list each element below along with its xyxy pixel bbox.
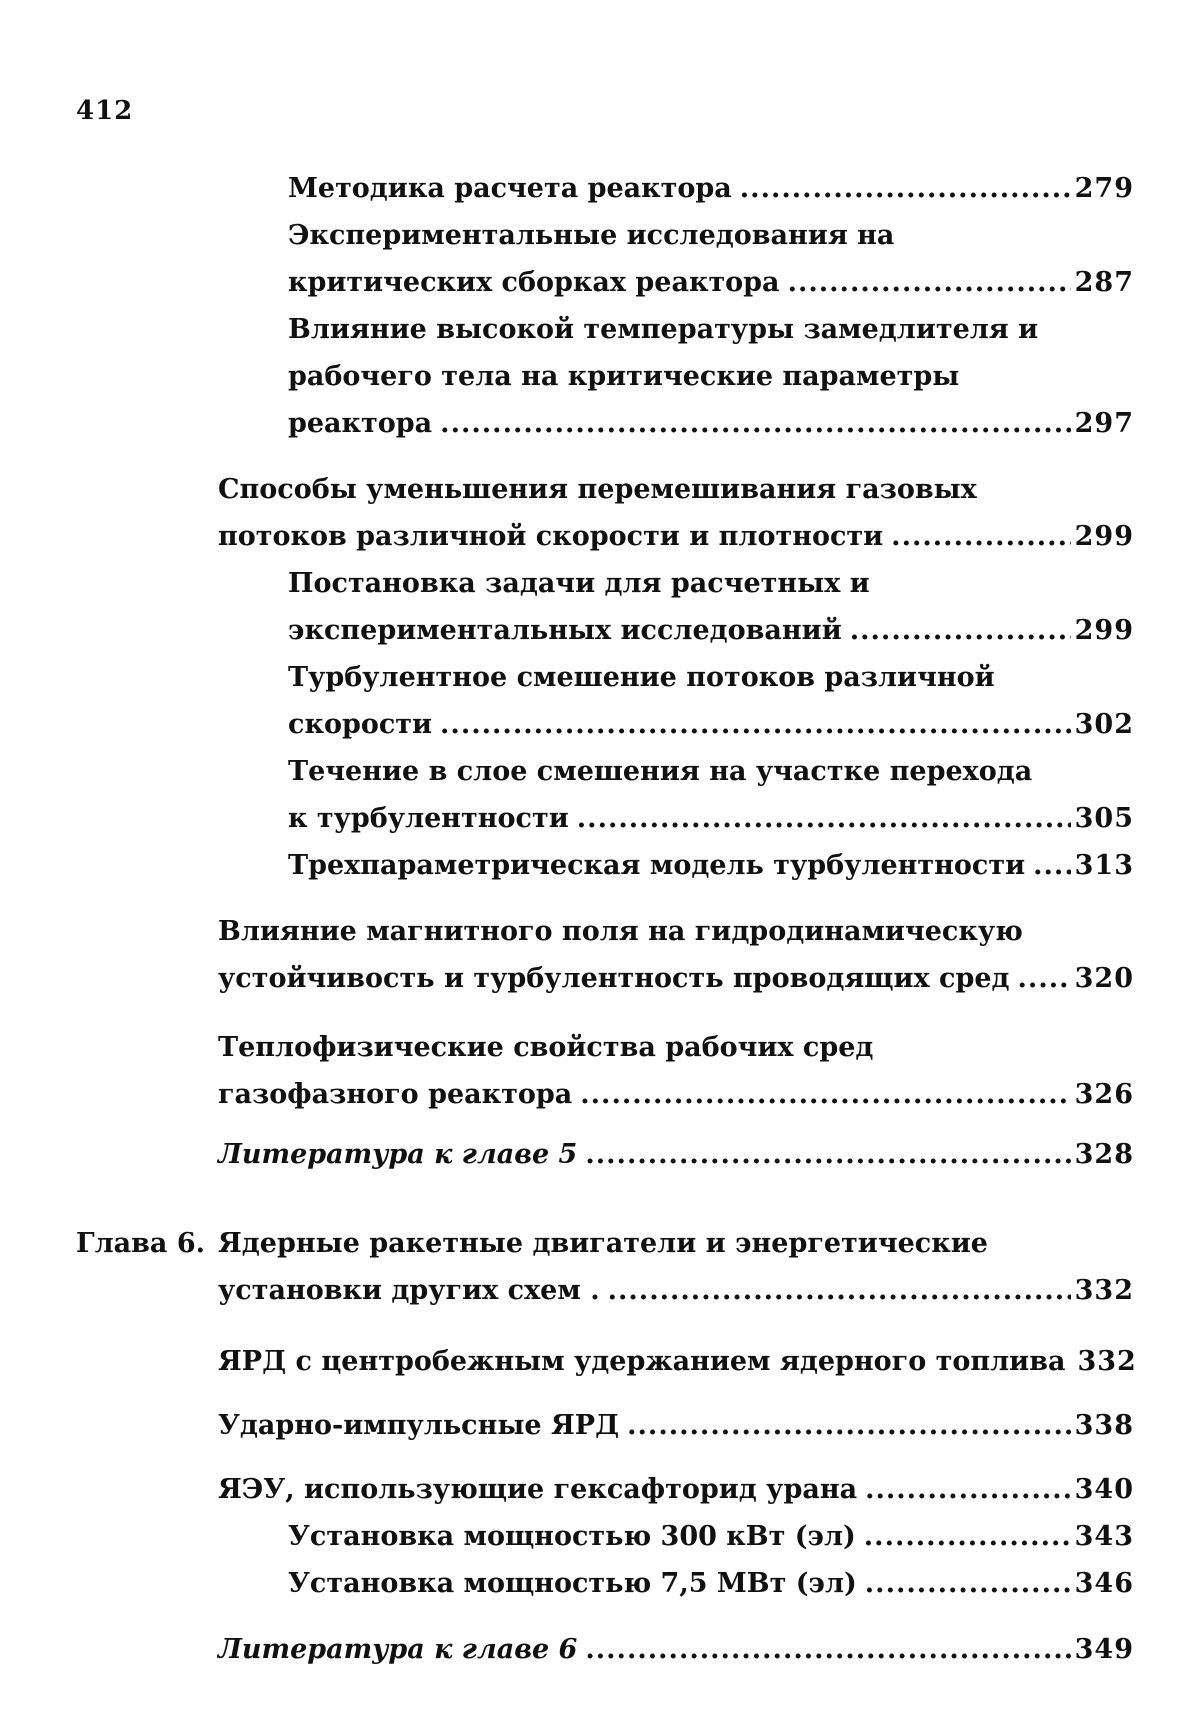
toc-entry-title-cont: установки других схем . <box>218 1275 600 1306</box>
toc-entry-title-cont: скорости <box>288 709 433 740</box>
toc-entry-page: 332 <box>1077 1346 1137 1377</box>
toc-entry-page: 332 <box>1074 1275 1134 1306</box>
toc-section-entry <box>218 1466 1134 1513</box>
toc-entry <box>288 165 1134 212</box>
toc-entry <box>288 654 1134 748</box>
toc-entry-title-cont: устойчивость и турбулентность проводящих сред <box>218 963 1010 994</box>
toc-entry-page: 349 <box>1074 1634 1134 1665</box>
toc-entry-page: 279 <box>1074 173 1134 204</box>
toc-entry-title: ЯРД с центробежным удержанием ядерного топлива <box>218 1346 1066 1377</box>
toc-entry <box>288 1560 1134 1607</box>
toc-entry-page: 313 <box>1074 850 1134 881</box>
toc-section-entry <box>218 1338 1137 1385</box>
toc-entry-title: Влияние магнитного поля на гидродинамическую <box>218 916 1023 947</box>
toc-entry-page: 343 <box>1074 1521 1134 1552</box>
toc-literature-entry <box>218 1131 1134 1178</box>
toc-entry-page: 340 <box>1074 1474 1134 1505</box>
toc-entry-page: 299 <box>1074 521 1134 552</box>
toc-entry-title: Теплофизические свойства рабочих сред <box>218 1032 874 1063</box>
toc-entry <box>288 1513 1134 1560</box>
toc-section-entry <box>218 1024 1134 1118</box>
toc-section-entry <box>218 908 1134 1002</box>
toc-entry-title: ЯЭУ, использующие гексафторид урана <box>218 1474 858 1505</box>
toc-entry-title-cont: реактора <box>288 408 433 439</box>
toc-entry-title: Способы уменьшения перемешивания газовых <box>218 474 977 505</box>
page-number: 412 <box>76 96 134 126</box>
toc-entry-title-cont: газофазного реактора <box>218 1079 573 1110</box>
toc-entry <box>288 560 1134 654</box>
toc-entry-title: Ударно-импульсные ЯРД <box>218 1410 620 1441</box>
toc-entry-title: Трехпараметрическая модель турбулентности <box>288 850 1026 881</box>
toc-entry-title: Ядерные ракетные двигатели и энергетические <box>218 1228 988 1259</box>
toc-entry-title-cont: рабочего тела на критические параметры <box>288 361 960 392</box>
toc-entry-page: 305 <box>1074 803 1134 834</box>
toc-entry-page: 297 <box>1074 408 1134 439</box>
toc-entry <box>288 306 1134 447</box>
chapter-label: Глава 6. <box>76 1228 206 1259</box>
toc-section-entry <box>218 466 1134 560</box>
toc-entry-title-cont: критических сборках реактора <box>288 267 780 298</box>
toc-literature-entry <box>218 1626 1134 1673</box>
toc-entry-page: 338 <box>1074 1410 1134 1441</box>
toc-entry <box>288 212 1134 306</box>
toc-entry-page: 320 <box>1074 963 1134 994</box>
toc-entry <box>288 748 1134 842</box>
toc-entry-page: 287 <box>1074 267 1134 298</box>
toc-entry-title: Установка мощностью 300 кВт (эл) <box>288 1521 856 1552</box>
toc-chapter-entry <box>218 1220 1134 1314</box>
toc-entry-page: 346 <box>1074 1568 1134 1599</box>
toc-entry-title-cont: экспериментальных исследований <box>288 615 842 646</box>
toc-section-entry <box>218 1402 1134 1449</box>
toc-entry-title: Методика расчета реактора <box>288 173 732 204</box>
toc-entry-title: Литература к главе 6 <box>218 1634 578 1665</box>
toc-entry-title-cont: потоков различной скорости и плотности <box>218 521 884 552</box>
toc-entry-page: 299 <box>1074 615 1134 646</box>
toc-entry-title: Влияние высокой температуры замедлителя и <box>288 314 1039 345</box>
toc-entry-page: 326 <box>1074 1079 1134 1110</box>
toc-entry-title: Постановка задачи для расчетных и <box>288 568 870 599</box>
toc-entry-title: Установка мощностью 7,5 МВт (эл) <box>288 1568 857 1599</box>
toc-entry <box>288 842 1134 889</box>
toc-entry-title: Литература к главе 5 <box>218 1139 578 1170</box>
toc-entry-title: Экспериментальные исследования на <box>288 220 895 251</box>
toc-entry-page: 302 <box>1074 709 1134 740</box>
toc-entry-page: 328 <box>1074 1139 1134 1170</box>
toc-entry-title-cont: к турбулентности <box>288 803 569 834</box>
toc-entry-title: Турбулентное смешение потоков различной <box>288 662 995 693</box>
toc-entry-title: Течение в слое смешения на участке перехода <box>288 756 1033 787</box>
